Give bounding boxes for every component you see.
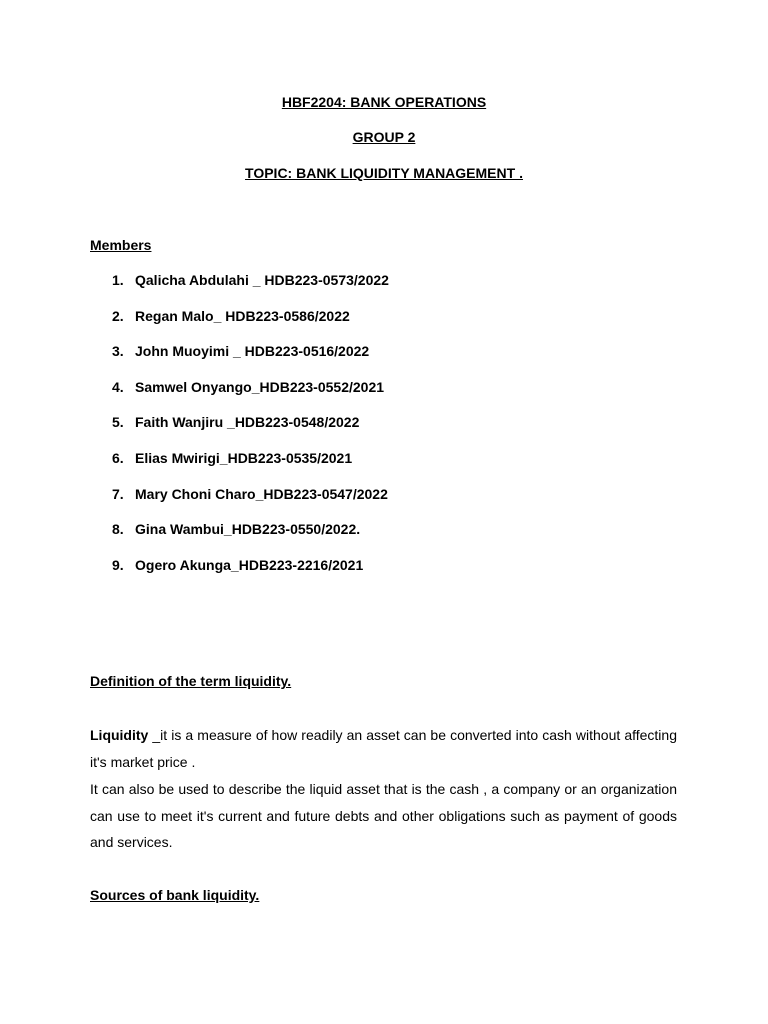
member-name: John Muoyimi _ HDB223-0516/2022 [135, 343, 370, 360]
member-name: Ogero Akunga_HDB223-2216/2021 [135, 556, 364, 573]
member-number: 5. [112, 414, 124, 431]
definition-heading: Definition of the term liquidity. [90, 673, 292, 689]
liquidity-definition-text: _it is a measure of how readily an asset can be converted into cash without affecting it's market price . [90, 727, 677, 770]
member-name: Faith Wanjiru _HDB223-0548/2022 [135, 414, 360, 431]
topic-title-text: TOPIC: BANK LIQUIDITY MANAGEMENT . [245, 165, 523, 181]
members-label: Members [90, 237, 152, 253]
liquidity-second-paragraph: It can also be used to describe the liquid asset that is the cash , a company or an organization can use to meet it's current and future debts and other obligations such as payment of goods and services. [90, 781, 677, 851]
member-name: Regan Malo_ HDB223-0586/2022 [135, 307, 350, 324]
course-title [0, 93, 768, 111]
member-number: 7. [112, 485, 124, 502]
group-title [0, 128, 768, 146]
member-name: Elias Mwirigi_HDB223-0535/2021 [135, 449, 353, 466]
member-number: 2. [112, 307, 124, 324]
member-name: Samwel Onyango_HDB223-0552/2021 [135, 378, 385, 395]
course-title-text: HBF2204: BANK OPERATIONS [281, 94, 487, 110]
member-number: 8. [112, 521, 124, 538]
member-number: 1. [112, 272, 124, 288]
member-name: Mary Choni Charo_HDB223-0547/2022 [135, 485, 388, 502]
member-number: 9. [112, 556, 124, 573]
liquidity-definition-paragraph [90, 722, 677, 775]
member-number: 6. [112, 449, 124, 466]
member-number: 4. [112, 378, 124, 395]
member-name: Qalicha Abdulahi _ HDB223-0573/2022 [135, 272, 389, 288]
liquidity-term: Liquidity [90, 727, 149, 743]
sources-heading: Sources of bank liquidity. [90, 887, 260, 903]
member-number: 3. [112, 343, 124, 360]
group-title-text: GROUP 2 [352, 129, 416, 145]
topic-title [0, 164, 768, 182]
member-name: Gina Wambui_HDB223-0550/2022. [135, 521, 361, 538]
